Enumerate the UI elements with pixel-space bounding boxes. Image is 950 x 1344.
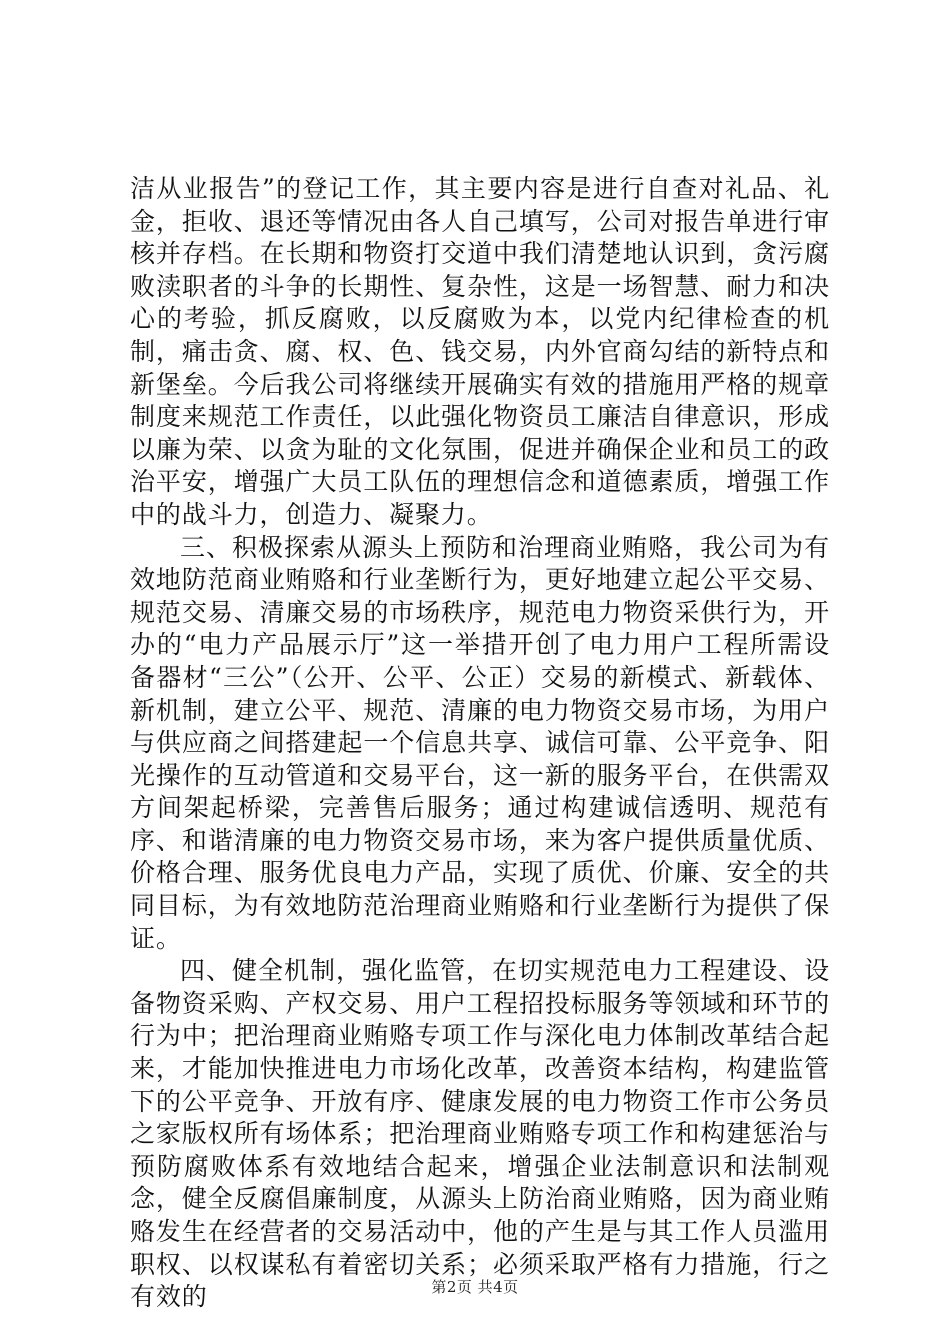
paragraph-section-3: 三、积极探索从源头上预防和治理商业贿赂，我公司为有效地防范商业贿赂和行业垄断行为，更好地建立起公平交易、规范交易、清廉交易的市场秩序，规范电力物资采供行为，开办的“电力产品展示厅”这一举措开创了电力用户工程所需设备器材“三公”（公开、公平、公正）交易的新模式、新载体、新机制，建立公平、规范、清廉的电力物资交易市场，为用户与供应商之间搭建起一个信息共享、诚信可靠、公平竞争、阳光操作的互动管道和交易平台，这一新的服务平台，在供需双方间架起桥梁，完善售后服务；通过构建诚信透明、规范有序、和谐清廉的电力物资交易市场，来为客户提供质量优质、价格合理、服务优良电力产品，实现了质优、价廉、安全的共同目标，为有效地防范治理商业贿赂和行业垄断行为提供了保证。	[130, 532, 830, 953]
document-body	[130, 173, 830, 1314]
paragraph-continuation: 洁从业报告”的登记工作，其主要内容是进行自查对礼品、礼金，拒收、退还等情况由各人自己填写，公司对报告单进行审核并存档。在长期和物资打交道中我们清楚地认识到，贪污腐败渎职者的斗争的长期性、复杂性，这是一场智慧、耐力和决心的考验，抓反腐败，以反腐败为本，以党内纪律检查的机制，痛击贪、腐、权、色、钱交易，内外官商勾结的新特点和新堡垒。今后我公司将继续开展确实有效的措施用严格的规章制度来规范工作责任，以此强化物资员工廉洁自律意识，形成以廉为荣、以贪为耻的文化氛围，促进并确保企业和员工的政治平安，增强广大员工队伍的理想信念和道德素质，增强工作中的战斗力，创造力、凝聚力。	[130, 174, 830, 529]
paragraph-section-4: 四、健全机制，强化监管，在切实规范电力工程建设、设备物资采购、产权交易、用户工程招投标服务等领域和环节的行为中；把治理商业贿赂专项工作与深化电力体制改革结合起来，才能加快推进电力市场化改革，改善资本结构，构建监管下的公平竞争、开放有序、健康发展的电力物资工作市公务员之家版权所有场体系；把治理商业贿赂专项工作和构建惩治与预防腐败体系有效地结合起来，增强企业法制意识和法制观念，健全反腐倡廉制度，从源头上防治商业贿赂，因为商业贿赂发生在经营者的交易活动中，他的产生是与其工作人员滥用职权、以权谋私有着密切关系；必须采取严格有力措施，行之有效的	[130, 956, 830, 1312]
page-number-footer: 第2页 共4页	[431, 1278, 519, 1296]
